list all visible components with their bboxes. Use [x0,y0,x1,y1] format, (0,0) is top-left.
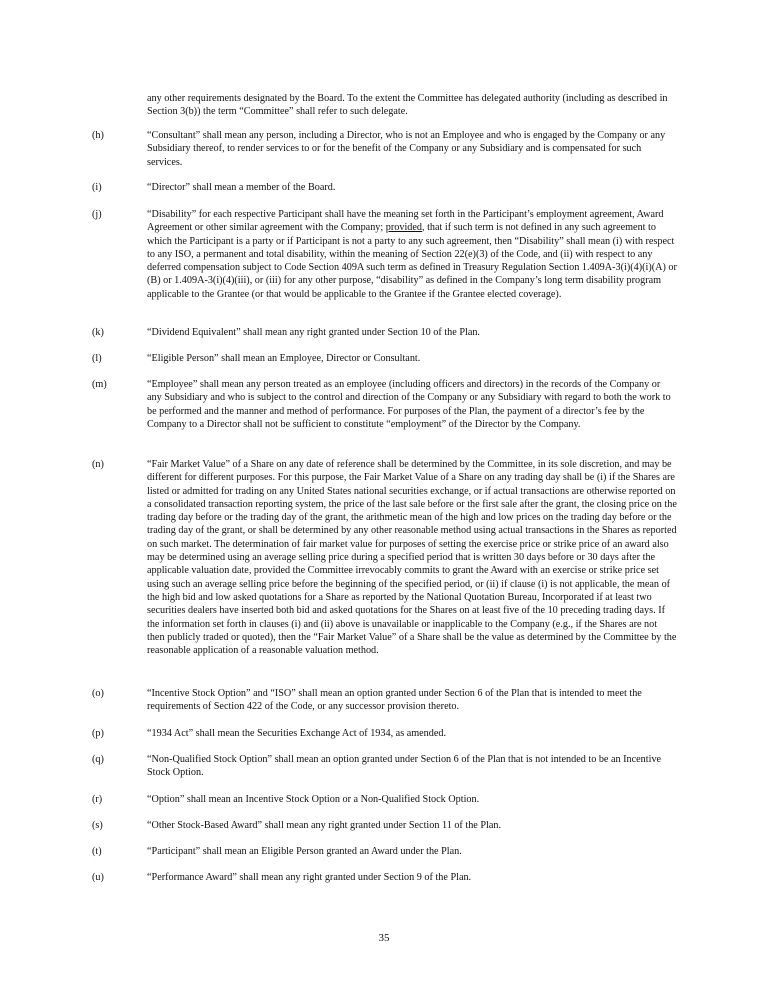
definition-letter: (n) [92,459,104,470]
definition-text: “Other Stock-Based Award” shall mean any right granted under Section 11 of the Plan. [147,820,502,831]
definition-text: “Fair Market Value” of a Share on any date of reference shall be determined by the Committee, in its sole discretion, and may be different for different purposes. For this purpose, the Fair Market Value of a Share on any trading day shall be (i) if the Shares are listed or admitted for trading on any United States national securities exchange, or if actual transactions are otherwise reported on a consolidated transaction reporting system, the price of the last sale before or the first sale after the grant, the closing price on the trading day before or the trading day of the grant, the arithmetic mean of the high and low prices on the trading day before or the trading day of the grant, or shall be determined by any other reasonable method using actual transactions in the Shares as reported on such market. The determination of fair market value for purposes of setting the exercise price or strike price of an award also may be determined using an average selling price during a specified period that is written 30 days before or 30 days after the applicable valuation date, provided the Committee irrevocably commits to grant the Award with an exercise or strike price set using such an average selling price before the beginning of the specified period, or (ii) if clause (i) is not applicable, the mean of the high bid and low asked quotations for a Share as reported by the National Quotation Bureau, Incorporated if at least two securities dealers have inserted both bid and asked quotations for the Shares on at least five of the 10 preceding trading days. If the information set forth in clauses (i) and (ii) above is unavailable or inapplicable to the Company (e.g., if the Shares are not then publicly traded or quoted), then the “Fair Market Value” of a Share shall be the value as determined by the Committee by the reasonable application of a reasonable valuation method. [147,459,677,657]
definition-text-part: , that if such term is not defined in any such agreement to which the Participant is a party or if Participant is not a party to any such agreement, then “Disability” shall mean (i) with respect to any ISO, a permanent and total disability, within the meaning of Section 22(e)(3) of the Code, and (ii) with respect to any deferred compensation subject to Code Section 409A such term as defined in Treasury Regulation Section 1.409A-3(i)(4)(i)(A) or (B) or 1.409A-3(i)(4)(iii), or (iii) for any other purpose, “disability” as defined in the Company’s long term disability program applicable to the Grantee (or that would be applicable to the Grantee if the Grantee elected coverage). [147,222,677,300]
definition-text: “Option” shall mean an Incentive Stock Option or a Non-Qualified Stock Option. [147,794,480,805]
definition-letter: (i) [92,182,102,193]
definition-text: “Non-Qualified Stock Option” shall mean an option granted under Section 6 of the Plan that is not intended to be an Incentive Stock Option. [147,754,662,779]
definition-text: “Participant” shall mean an Eligible Person granted an Award under the Plan. [147,846,462,857]
definition-text: “Incentive Stock Option” and “ISO” shall mean an option granted under Section 6 of the Plan that is intended to meet the requirements of Section 422 of the Code, or any successor provision thereto. [147,688,642,713]
definition-letter: (h) [92,130,104,141]
definition-letter: (o) [92,688,104,699]
definition-text: “Employee” shall mean any person treated as an employee (including officers and directors) in the records of the Company or any Subsidiary and who is subject to the control and direction of the Company or any Subsidiary with regard to both the work to be performed and the manner and method of performance. For purposes of the Plan, the payment of a director’s fee by the Company to a Director shall not be sufficient to constitute “employment” of the Director by the Company. [147,379,671,430]
definition-letter: (r) [92,794,103,805]
definition-text: “Consultant” shall mean any person, including a Director, who is not an Employee and who is engaged by the Company or any Subsidiary thereof, to render services to or for the benefit of the Company or any Subsidiary and is compensated for such services. [147,130,666,168]
definition-text [147,208,677,301]
page-number: 35 [378,932,390,944]
definition-text: “Eligible Person” shall mean an Employee, Director or Consultant. [147,353,421,364]
intro-paragraph: any other requirements designated by the Board. To the extent the Committee has delegated authority (including as described in Section 3(b)) the term “Committee” shall refer to such delegate. [147,93,668,118]
definition-letter: (s) [92,820,103,831]
definition-text: “Dividend Equivalent” shall mean any right granted under Section 10 of the Plan. [147,327,480,338]
definition-text: “Performance Award” shall mean any right granted under Section 9 of the Plan. [147,872,472,883]
definition-letter: (p) [92,728,104,739]
definition-letter: (k) [92,327,104,338]
definition-letter: (l) [92,353,102,364]
definition-text: “1934 Act” shall mean the Securities Exchange Act of 1934, as amended. [147,728,447,739]
definition-text: “Director” shall mean a member of the Board. [147,182,336,193]
definition-text-part: “Disability” for each respective Participant shall have the meaning set forth in the Participant’s employment agreement, Award Agreement or other similar agreement with the Company; [147,209,664,234]
definition-letter: (u) [92,872,104,883]
definition-letter: (j) [92,209,102,220]
definition-letter: (m) [92,379,107,390]
underlined-term: provided [385,222,422,234]
definition-letter: (t) [92,846,102,857]
definition-letter: (q) [92,754,104,765]
